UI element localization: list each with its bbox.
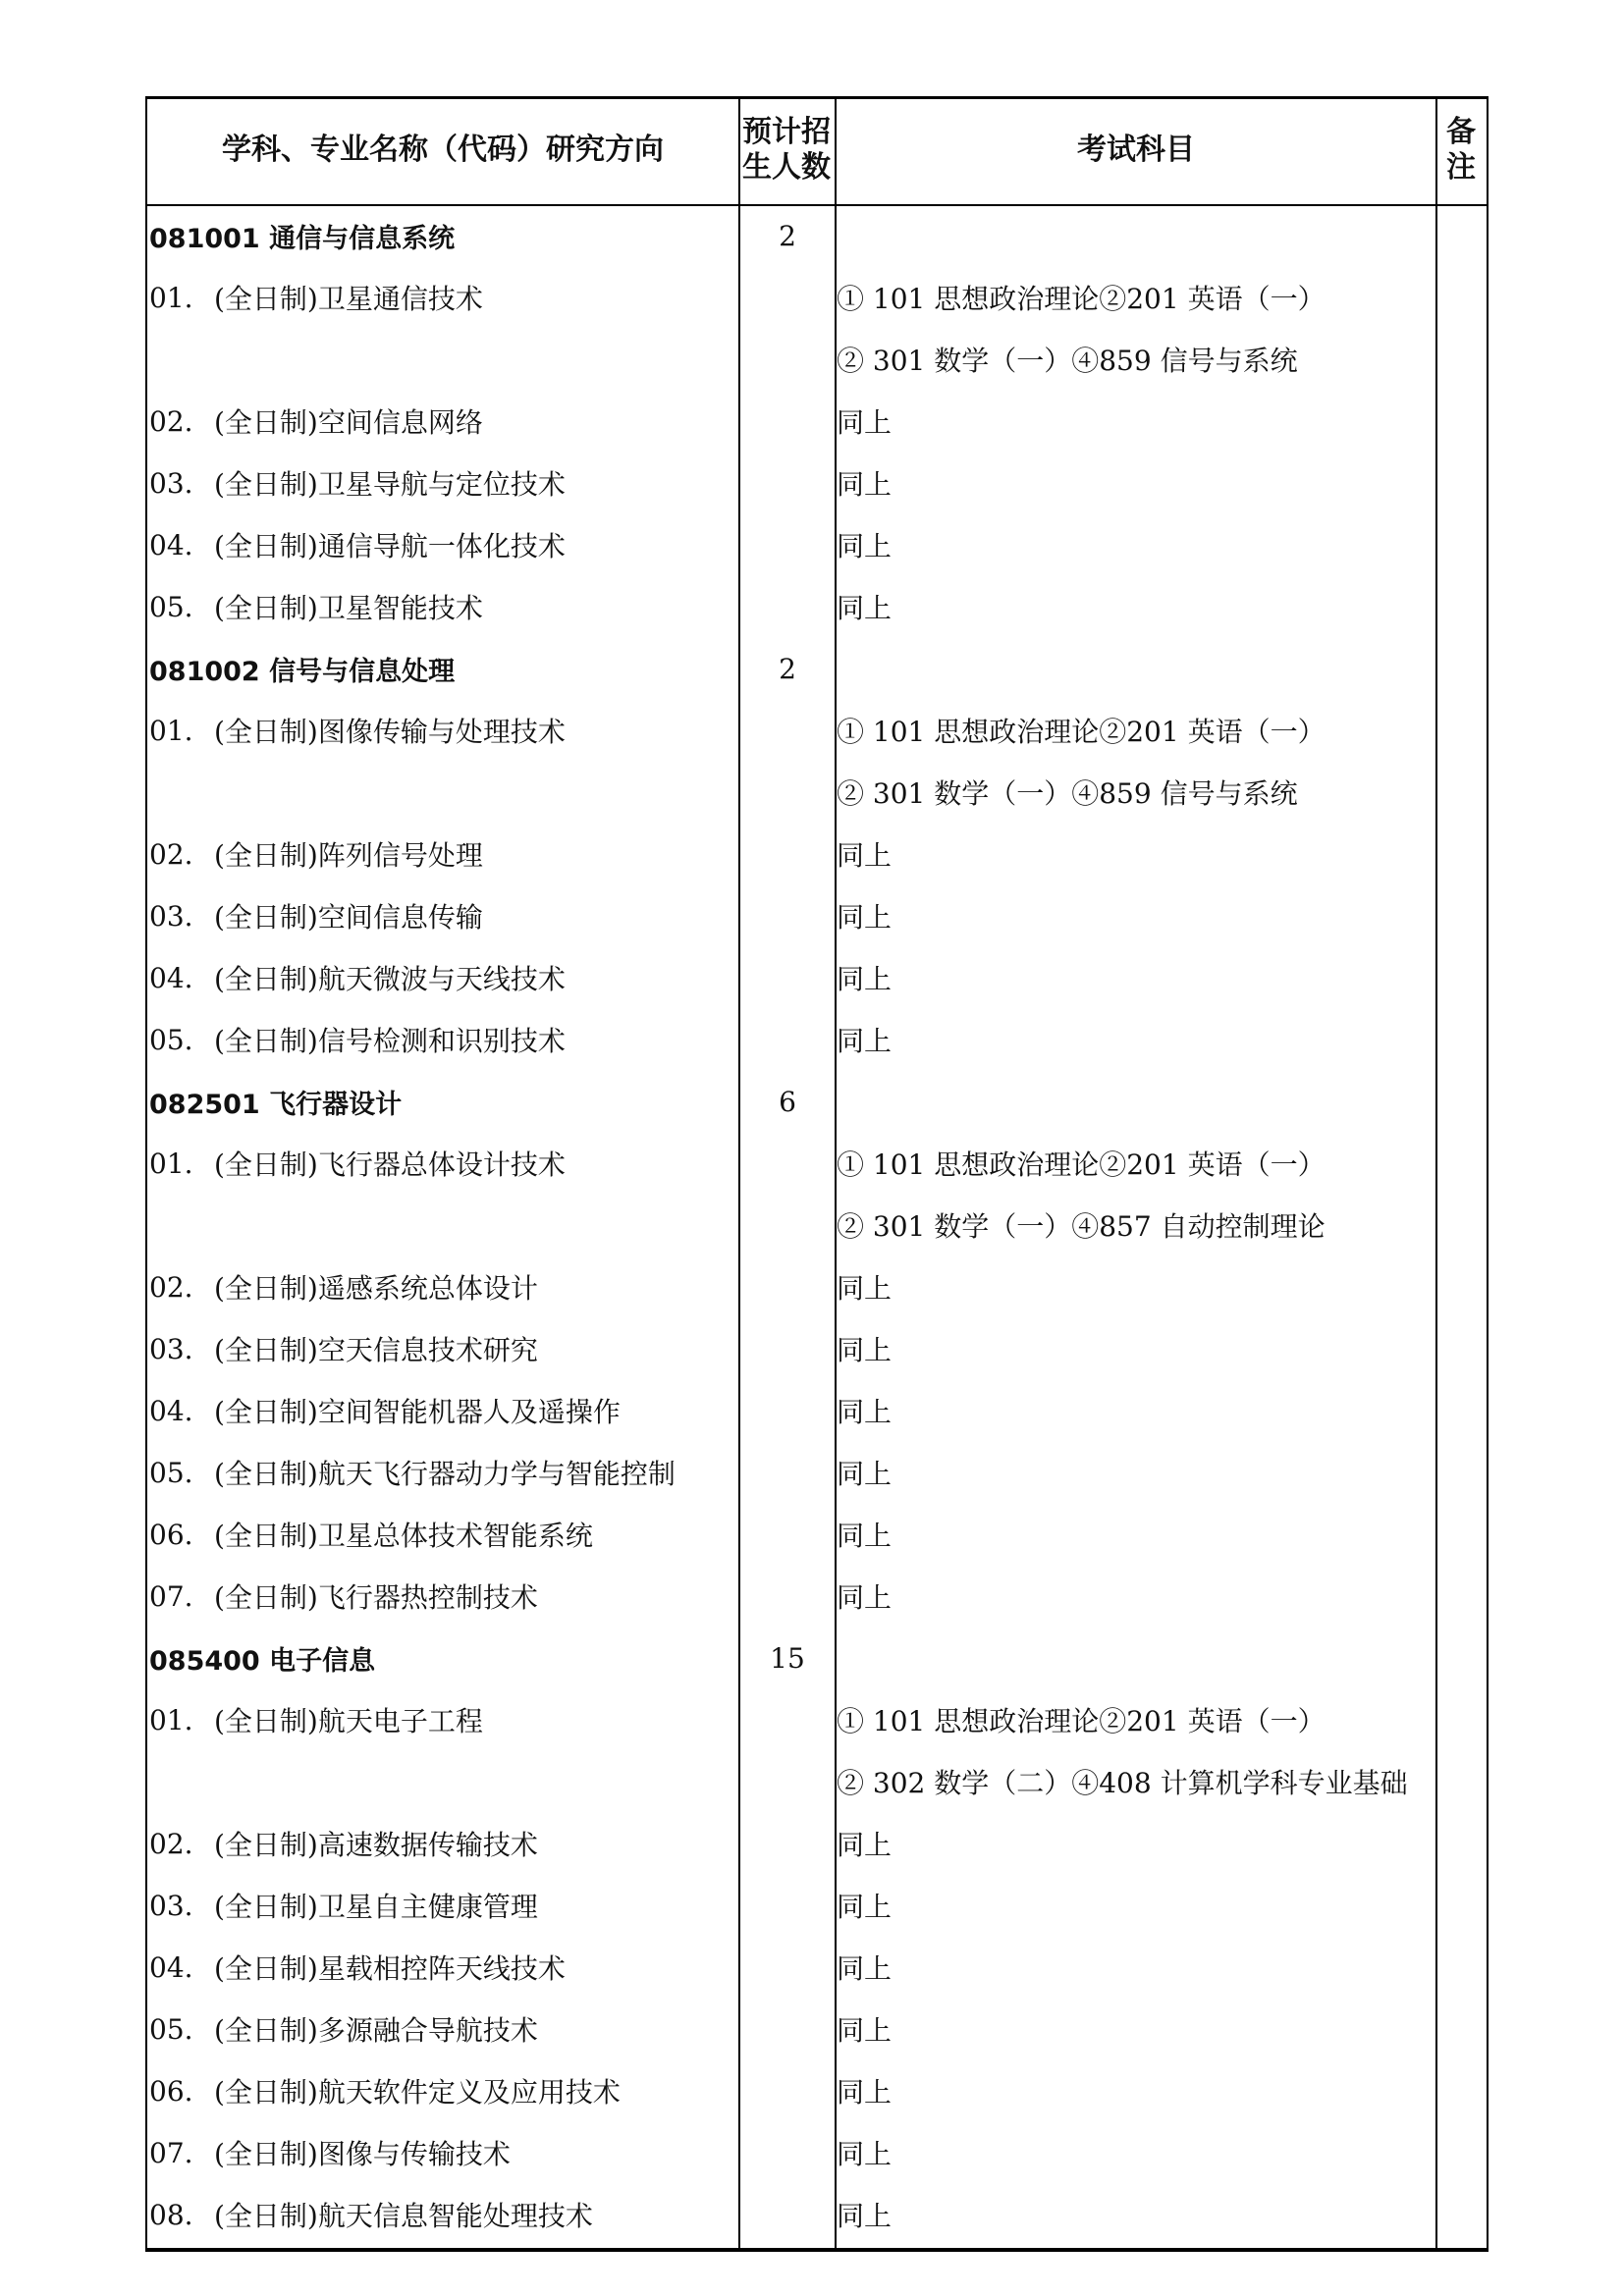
- direction-name: [149, 1505, 738, 1564]
- direction-number: 05.: [149, 1456, 193, 1489]
- name-text: (全日制)星载相控阵天线技术: [214, 1952, 566, 1985]
- direction-number: 08.: [149, 2198, 193, 2231]
- table-row: [147, 1443, 1487, 1502]
- header-note-line2: 注: [1446, 150, 1476, 185]
- exam-subjects: 同上: [837, 2076, 893, 2109]
- direction-number: 03.: [149, 466, 193, 500]
- name-text: 081002 信号与信息处理: [149, 656, 456, 687]
- name-text: (全日制)卫星自主健康管理: [214, 1891, 538, 1923]
- enrollment-count: [740, 763, 835, 822]
- direction-number: 02.: [149, 404, 193, 438]
- table-row: [147, 577, 1487, 636]
- direction-number: 04.: [149, 961, 193, 994]
- enrollment-count: [740, 1814, 835, 1873]
- direction-name: [149, 2185, 738, 2244]
- name-text: (全日制)卫星导航与定位技术: [214, 468, 566, 501]
- direction-name: [149, 1010, 738, 1069]
- table-row: [147, 1876, 1487, 1935]
- table-row: [147, 1134, 1487, 1193]
- table-row: [147, 1319, 1487, 1378]
- enrollment-count: 15: [770, 1641, 805, 1675]
- direction-name: [149, 392, 738, 451]
- major-name: [149, 206, 738, 265]
- direction-name: [149, 1196, 738, 1255]
- name-text: (全日制)卫星通信技术: [214, 283, 483, 315]
- header-exam: 考试科目: [1077, 133, 1195, 167]
- table-row: [147, 2123, 1487, 2182]
- table-row: [147, 1010, 1487, 1069]
- direction-number: 03.: [149, 899, 193, 933]
- exam-subjects: 同上: [837, 1025, 893, 1057]
- direction-number: 02.: [149, 1270, 193, 1304]
- direction-name: [149, 1690, 738, 1749]
- direction-name: [149, 330, 738, 389]
- name-text: (全日制)航天电子工程: [214, 1705, 483, 1737]
- table-row: [147, 701, 1487, 760]
- exam-subjects: 同上: [837, 1952, 893, 1985]
- direction-name: [149, 1443, 738, 1502]
- enrollment-count: [740, 2123, 835, 2182]
- table-row: [147, 2061, 1487, 2120]
- direction-name: [149, 515, 738, 574]
- exam-subjects: ① 101 思想政治理论②201 英语（一）: [837, 1705, 1326, 1737]
- header-name: 学科、专业名称（代码）研究方向: [222, 133, 664, 167]
- table-row: [147, 2185, 1487, 2244]
- enrollment-count: [740, 701, 835, 760]
- name-text: (全日制)阵列信号处理: [214, 839, 483, 872]
- table-row: [147, 886, 1487, 945]
- enrollment-count: [740, 330, 835, 389]
- direction-number: 01.: [149, 281, 193, 314]
- direction-number: 04.: [149, 1950, 193, 1984]
- name-text: (全日制)飞行器热控制技术: [214, 1581, 538, 1614]
- table-row: [147, 2000, 1487, 2058]
- name-text: (全日制)航天信息智能处理技术: [214, 2200, 593, 2232]
- direction-name: [149, 763, 738, 822]
- name-text: (全日制)通信导航一体化技术: [214, 530, 566, 562]
- enrollment-count: [740, 1876, 835, 1935]
- direction-name: [149, 1381, 738, 1440]
- major-row: [147, 1629, 1487, 1687]
- exam-subjects: ① 101 思想政治理论②201 英语（一）: [837, 716, 1326, 748]
- enrollment-count: 2: [779, 652, 796, 685]
- major-name: [149, 1072, 738, 1131]
- enrollment-count: [740, 1134, 835, 1193]
- name-text: (全日制)航天软件定义及应用技术: [214, 2076, 621, 2109]
- exam-subjects: ② 301 数学（一）④859 信号与系统: [837, 345, 1298, 377]
- header-count-line2: 生人数: [742, 150, 831, 185]
- table-row: [147, 825, 1487, 883]
- direction-name: [149, 577, 738, 636]
- exam-subjects: 同上: [837, 1891, 893, 1923]
- exam-subjects: [837, 206, 1435, 265]
- enrollment-count: [740, 2185, 835, 2244]
- exam-subjects: ① 101 思想政治理论②201 英语（一）: [837, 1148, 1326, 1181]
- direction-number: 02.: [149, 837, 193, 871]
- enrollment-count: [740, 2000, 835, 2058]
- enrollment-count: [740, 1567, 835, 1626]
- name-text: (全日制)航天飞行器动力学与智能控制: [214, 1458, 676, 1490]
- table-row: [147, 330, 1487, 389]
- exam-subjects: 同上: [837, 2014, 893, 2047]
- direction-name: [149, 454, 738, 512]
- direction-name: [149, 1319, 738, 1378]
- direction-name: [149, 701, 738, 760]
- direction-number: 03.: [149, 1332, 193, 1365]
- enrollment-count: [740, 1505, 835, 1564]
- exam-subjects: [837, 639, 1435, 698]
- header-count-line1: 预计招: [742, 115, 831, 149]
- major-name: [149, 639, 738, 698]
- table-row: [147, 1814, 1487, 1873]
- exam-subjects: 同上: [837, 901, 893, 934]
- name-text: (全日制)航天微波与天线技术: [214, 963, 566, 995]
- major-row: [147, 639, 1487, 698]
- exam-subjects: 同上: [837, 1396, 893, 1428]
- enrollment-count: [740, 515, 835, 574]
- name-text: (全日制)遥感系统总体设计: [214, 1272, 538, 1305]
- enrollment-count: [740, 1690, 835, 1749]
- name-text: 081001 通信与信息系统: [149, 223, 456, 254]
- table-row: [147, 1567, 1487, 1626]
- enrollment-count: [740, 1010, 835, 1069]
- major-row: [147, 1072, 1487, 1131]
- direction-name: [149, 1876, 738, 1935]
- direction-number: 01.: [149, 1147, 193, 1180]
- direction-name: [149, 886, 738, 945]
- enrollment-count: [740, 1257, 835, 1316]
- direction-number: 07.: [149, 1579, 193, 1613]
- exam-subjects: ② 301 数学（一）④857 自动控制理论: [837, 1210, 1326, 1243]
- name-text: (全日制)空间智能机器人及遥操作: [214, 1396, 621, 1428]
- table-row: [147, 948, 1487, 1007]
- exam-subjects: 同上: [837, 530, 893, 562]
- enrollment-count: [740, 577, 835, 636]
- exam-subjects: 同上: [837, 1458, 893, 1490]
- direction-name: [149, 1814, 738, 1873]
- table-row: [147, 268, 1487, 327]
- enrollment-count: [740, 454, 835, 512]
- direction-number: 04.: [149, 528, 193, 561]
- header-note-line1: 备: [1446, 115, 1476, 149]
- exam-subjects: 同上: [837, 1334, 893, 1366]
- direction-name: [149, 2061, 738, 2120]
- exam-subjects: ② 302 数学（二）④408 计算机学科专业基础: [837, 1767, 1408, 1799]
- exam-subjects: 同上: [837, 468, 893, 501]
- enrollment-count: [740, 1196, 835, 1255]
- enrollment-count: 2: [779, 219, 796, 252]
- exam-subjects: 同上: [837, 839, 893, 872]
- table-row: [147, 1505, 1487, 1564]
- major-name: [149, 1629, 738, 1687]
- exam-subjects: [837, 1072, 1435, 1131]
- name-text: (全日制)卫星智能技术: [214, 592, 483, 624]
- exam-subjects: 同上: [837, 1520, 893, 1552]
- direction-number: 06.: [149, 2074, 193, 2108]
- direction-name: [149, 948, 738, 1007]
- exam-subjects: ① 101 思想政治理论②201 英语（一）: [837, 283, 1326, 315]
- name-text: (全日制)空间信息传输: [214, 901, 483, 934]
- name-text: (全日制)飞行器总体设计技术: [214, 1148, 566, 1181]
- enrollment-table: [145, 96, 1489, 2252]
- exam-subjects: 同上: [837, 1581, 893, 1614]
- major-row: [147, 206, 1487, 265]
- table-row: [147, 1690, 1487, 1749]
- table-row: [147, 1381, 1487, 1440]
- exam-subjects: ② 301 数学（一）④859 信号与系统: [837, 777, 1298, 810]
- exam-subjects: 同上: [837, 2200, 893, 2232]
- enrollment-count: [740, 1319, 835, 1378]
- name-text: (全日制)多源融合导航技术: [214, 2014, 538, 2047]
- direction-number: 05.: [149, 1023, 193, 1056]
- direction-number: 06.: [149, 1518, 193, 1551]
- direction-name: [149, 1567, 738, 1626]
- enrollment-count: 6: [779, 1085, 796, 1118]
- exam-subjects: 同上: [837, 963, 893, 995]
- direction-number: 02.: [149, 1827, 193, 1860]
- direction-name: [149, 1134, 738, 1193]
- table-row: [147, 515, 1487, 574]
- name-text: 085400 电子信息: [149, 1645, 376, 1677]
- table-row: [147, 1938, 1487, 1997]
- direction-number: 03.: [149, 1889, 193, 1922]
- exam-subjects: 同上: [837, 1829, 893, 1861]
- name-text: (全日制)信号检测和识别技术: [214, 1025, 566, 1057]
- direction-name: [149, 1257, 738, 1316]
- name-text: (全日制)空天信息技术研究: [214, 1334, 538, 1366]
- direction-name: [149, 268, 738, 327]
- enrollment-count: [740, 2061, 835, 2120]
- exam-subjects: 同上: [837, 592, 893, 624]
- table-row: [147, 1752, 1487, 1811]
- table-row: [147, 454, 1487, 512]
- direction-number: 01.: [149, 1703, 193, 1736]
- name-text: (全日制)空间信息网络: [214, 406, 483, 439]
- direction-name: [149, 825, 738, 883]
- enrollment-count: [740, 1381, 835, 1440]
- direction-name: [149, 2000, 738, 2058]
- name-text: (全日制)图像与传输技术: [214, 2138, 511, 2170]
- name-text: (全日制)图像传输与处理技术: [214, 716, 566, 748]
- header-note: [1437, 96, 1485, 204]
- exam-subjects: 同上: [837, 406, 893, 439]
- name-text: (全日制)高速数据传输技术: [214, 1829, 538, 1861]
- exam-subjects: [837, 1629, 1435, 1687]
- enrollment-count: [740, 948, 835, 1007]
- header-count: [738, 96, 835, 204]
- enrollment-count: [740, 1752, 835, 1811]
- name-text: 082501 飞行器设计: [149, 1089, 403, 1120]
- name-text: (全日制)卫星总体技术智能系统: [214, 1520, 593, 1552]
- direction-number: 07.: [149, 2136, 193, 2169]
- direction-name: [149, 2123, 738, 2182]
- enrollment-count: [740, 268, 835, 327]
- enrollment-count: [740, 886, 835, 945]
- enrollment-count: [740, 1443, 835, 1502]
- direction-number: 05.: [149, 590, 193, 623]
- direction-number: 04.: [149, 1394, 193, 1427]
- enrollment-count: [740, 1938, 835, 1997]
- direction-number: 01.: [149, 714, 193, 747]
- table-row: [147, 392, 1487, 451]
- exam-subjects: 同上: [837, 2138, 893, 2170]
- table-row: [147, 763, 1487, 822]
- direction-name: [149, 1752, 738, 1811]
- exam-subjects: 同上: [837, 1272, 893, 1305]
- enrollment-count: [740, 392, 835, 451]
- table-row: [147, 1196, 1487, 1255]
- table-row: [147, 1257, 1487, 1316]
- enrollment-count: [740, 825, 835, 883]
- direction-number: 05.: [149, 2012, 193, 2046]
- direction-name: [149, 1938, 738, 1997]
